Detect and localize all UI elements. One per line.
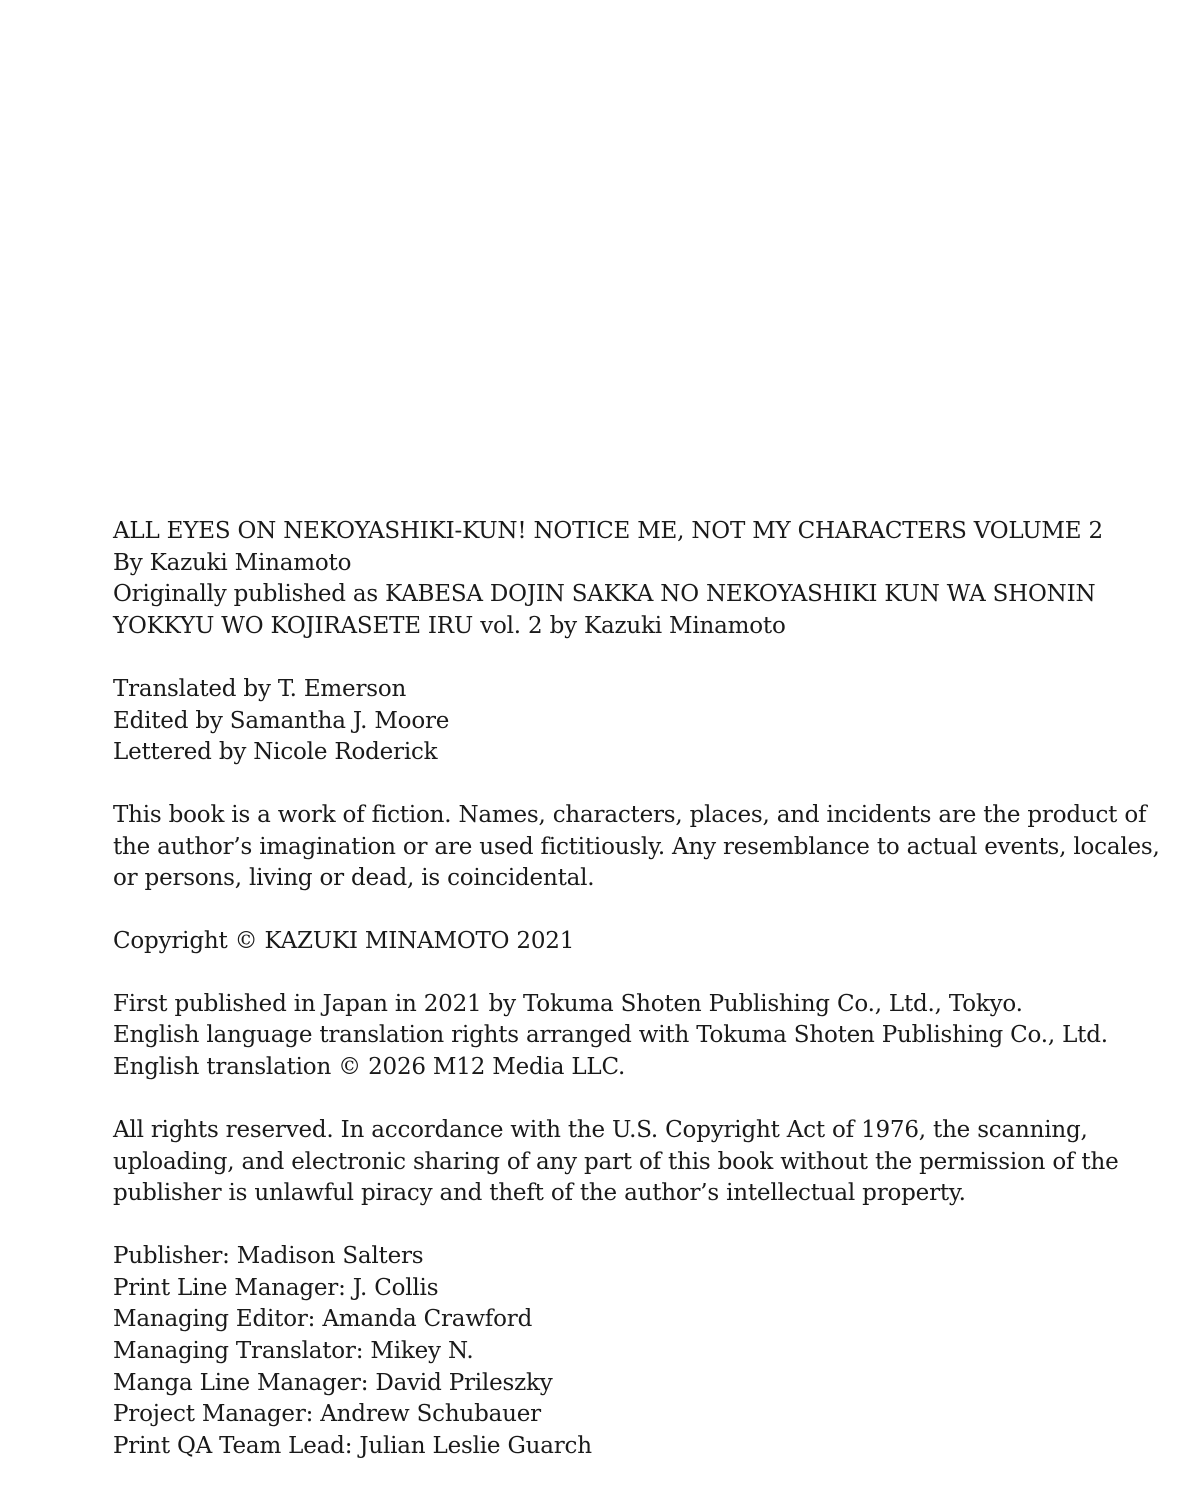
letterer-credit: Lettered by Nicole Roderick [113, 739, 438, 766]
publication-line-2: English language translation rights arranged with Tokuma Shoten Publishing Co., Ltd. [113, 1022, 1108, 1049]
managing-translator-credit: Managing Translator: Mikey N. [113, 1338, 474, 1365]
staff-block [113, 1241, 1173, 1463]
publisher-credit: Publisher: Madison Salters [113, 1242, 424, 1269]
publication-line-1: First published in Japan in 2021 by Tokuma Shoten Publishing Co., Ltd., Tokyo. [113, 990, 1023, 1017]
rights-line-1: All rights reserved. In accordance with the U.S. Copyright Act of 1976, the scanning, [113, 1116, 1088, 1143]
print-qa-lead-credit: Print QA Team Lead: Julian Leslie Guarch [113, 1433, 592, 1460]
original-title-line-1: Originally published as KABESA DOJIN SAKKA NO NEKOYASHIKI KUN WA SHONIN [113, 581, 1096, 608]
editor-credit: Edited by Samantha J. Moore [113, 707, 450, 734]
managing-editor-credit: Managing Editor: Amanda Crawford [113, 1306, 533, 1333]
rights-line-2: uploading, and electronic sharing of any part of this book without the permission of the [113, 1148, 1119, 1175]
print-line-manager-credit: Print Line Manager: J. Collis [113, 1274, 439, 1301]
rights-block [113, 1115, 1173, 1210]
fiction-notice-line-3: or persons, living or dead, is coincidental. [113, 865, 595, 892]
publication-block [113, 989, 1173, 1084]
author-line: By Kazuki Minamoto [113, 549, 352, 576]
fiction-notice-line-2: the author’s imagination or are used fictitiously. Any resemblance to actual events, locales, [113, 833, 1160, 860]
translator-credit: Translated by T. Emerson [113, 675, 407, 702]
copyright-line: Copyright © KAZUKI MINAMOTO 2021 [113, 928, 575, 955]
publication-line-3: English translation © 2026 M12 Media LLC. [113, 1054, 626, 1081]
credits-block [113, 674, 1173, 769]
manga-line-manager-credit: Manga Line Manager: David Prileszky [113, 1369, 553, 1396]
fiction-notice [113, 800, 1173, 895]
book-title: ALL EYES ON NEKOYASHIKI-KUN! NOTICE ME, NOT MY CHARACTERS VOLUME 2 [113, 518, 1103, 544]
original-title-line-2: YOKKYU WO KOJIRASETE IRU vol. 2 by Kazuki Minamoto [113, 613, 786, 640]
project-manager-credit: Project Manager: Andrew Schubauer [113, 1401, 541, 1428]
title-block [113, 516, 1173, 643]
copyright-block [113, 926, 1173, 958]
rights-line-3: publisher is unlawful piracy and theft of the author’s intellectual property. [113, 1180, 966, 1207]
copyright-page [113, 516, 1173, 1494]
fiction-notice-line-1: This book is a work of fiction. Names, characters, places, and incidents are the product of [113, 801, 1147, 828]
